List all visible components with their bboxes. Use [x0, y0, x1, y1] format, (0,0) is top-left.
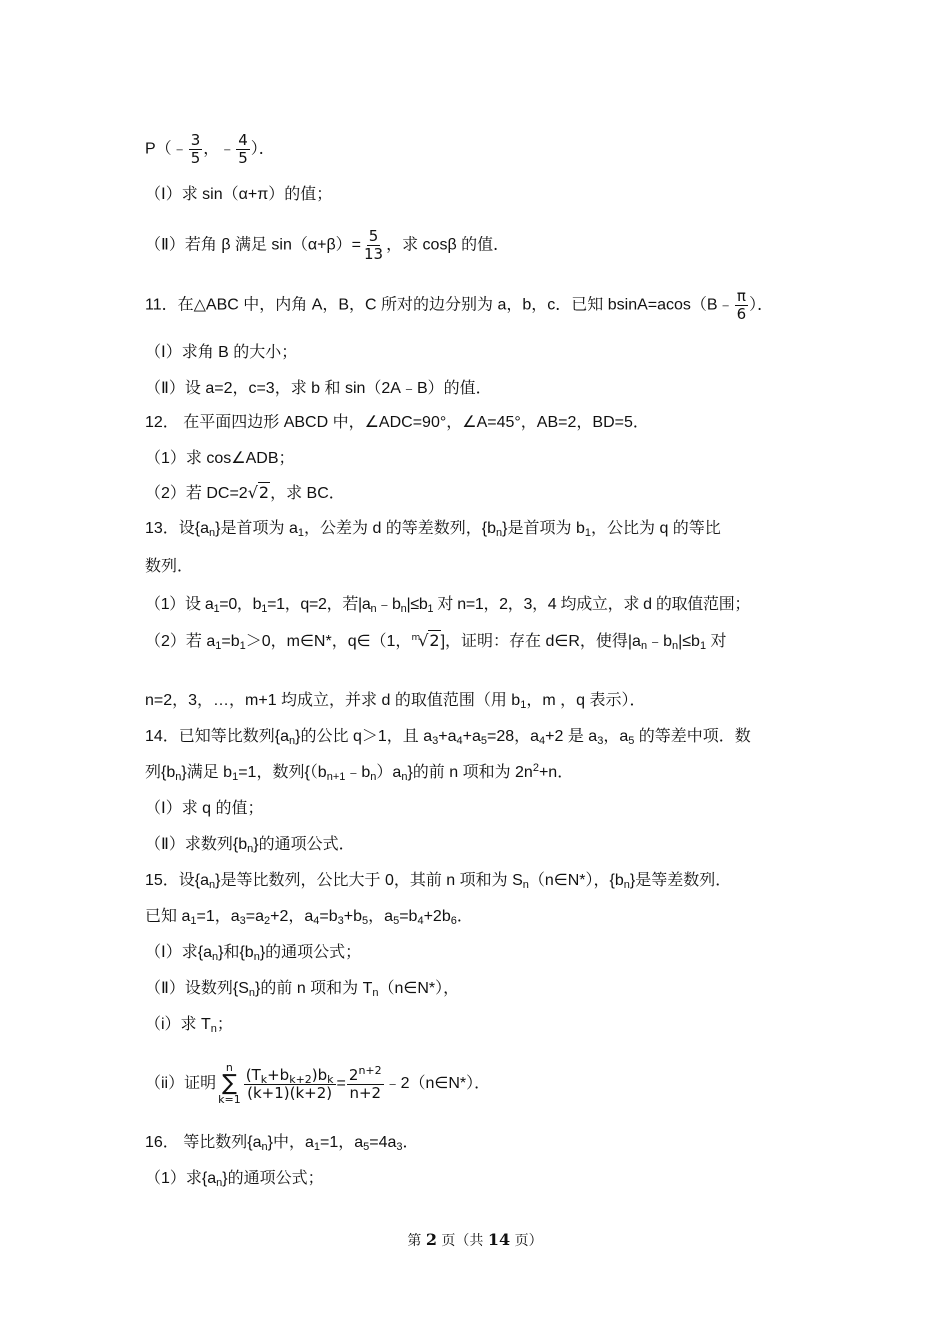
question-line: （2）若 $a_1=b_1>0$，m∈N*，q∈（1，$^m$√2]，证明：存在 d∈R，使得$|a_n﹣b_n|\le b_1$ 对 — [145, 630, 830, 655]
question-line: （1）求 cos∠ADB； — [145, 450, 295, 467]
question-line: 数列． — [145, 558, 194, 575]
question-line: （Ⅱ）设 a=2，c=3，求 b 和 sin（2A﹣B）的值． — [145, 380, 492, 397]
page-total: 14 — [487, 1230, 511, 1249]
question-line: （1）设 $a_1=0$，$b_1=1$，q=2，若$|a_n﹣b_n|\le b_1$ 对 n=1，2，3，4 均成立，求 d 的取值范围； — [145, 596, 751, 615]
fraction: $\frac{4}{5}$ — [238, 131, 248, 167]
question-15: 15．设$\{a_n\}$是等比数列，公比大于 0，其前 n 项和为 $S_n(n\in N*)$，$\{b_n\}$是等差数列． — [145, 872, 732, 891]
page-number: 2 — [425, 1230, 437, 1249]
question-line: （2）若 DC=2√2，求 BC． — [145, 483, 345, 502]
question-line: （Ⅱ）求数列$\{b_n\}$的通项公式． — [145, 836, 355, 855]
question-line: （Ⅰ）求 q 的值； — [145, 800, 264, 817]
question-line: n=2，3，…，m+1 均成立，并求 d 的取值范围（用 $b_1$，m ，q 表示）． — [145, 692, 646, 711]
question-line: （Ⅱ）若角 β 满足 sin（α+β）= $\frac{5}{13}$ ，求 cosβ 的值． — [145, 227, 510, 263]
summation: n ∑ k=1 — [218, 1061, 241, 1106]
question-line: 已知 $a_1=1$，$a_3=a_2+2$，$a_4=b_3+b_5$，$a_5=b_4+2b_6$． — [145, 908, 473, 927]
question-line: （ii）证明 n ∑ k=1 $\frac{(T_k+b_{k+2})b_k}{(k+1)(k+2)}$ = $\frac{2^{n+2}}{n+2}$ ﹣2（n∈N*）． — [145, 1061, 491, 1106]
question-14: 14．已知等比数列$\{a_n\}$的公比 q＞1，且 $a_3+a_4+a_5=28$，$a_4+2$ 是 $a_3$，$a_5$ 的等差中项．数 — [145, 728, 751, 747]
fraction: $\frac{\pi}{6}$ — [736, 287, 747, 323]
page-footer: 第 2 页（共 14 页） — [407, 1230, 543, 1249]
line-point-p: P（﹣ $\frac{3}{5}$ ，﹣ $\frac{4}{5}$ ）． — [145, 131, 275, 167]
question-13: 13．设$\{a_n\}$是首项为 $a_1$，公差为 d 的等差数列，$\{b_n\}$是首项为 $b_1$，公比为 q 的等比 — [145, 520, 721, 539]
question-12: 12． 在平面四边形 ABCD 中，∠ADC=90°，∠A=45°，AB=2，BD=5． — [145, 414, 649, 431]
question-line: （Ⅰ）求 sin（α+π）的值； — [145, 186, 333, 203]
square-root: √2 — [247, 483, 270, 502]
question-11: 11．在△ABC 中，内角 A，B，C 所对的边分别为 a，b，c．已知 bsinA=acos（B﹣ $\frac{\pi}{6}$ ）． — [145, 287, 774, 323]
question-line: （Ⅰ）求$\{a_n\}$和$\{b_n\}$的通项公式； — [145, 944, 362, 963]
fraction: $\frac{2^{n+2}}{n+2}$ — [348, 1063, 382, 1102]
fraction: $\frac{3}{5}$ — [190, 131, 201, 167]
fraction: $\frac{5}{13}$ — [364, 227, 384, 263]
question-line: 列$\{b_n\}$满足 $b_1=1$，数列$\{(b_{n+1}﹣b_n)a_n\}$的前 n 项和为 $2n^2+n$． — [145, 762, 574, 783]
question-16: 16． 等比数列$\{a_n\}$中，$a_1=1$，$a_5=4a_3$． — [145, 1134, 419, 1153]
fraction: $\frac{(T_k+b_{k+2})b_k}{(k+1)(k+2)}$ — [245, 1065, 334, 1102]
question-line: （i）求 $T_n$； — [145, 1016, 233, 1035]
question-line: （1）求$\{a_n\}$的通项公式； — [145, 1170, 324, 1189]
question-line: （Ⅰ）求角 B 的大小； — [145, 344, 298, 361]
nth-root: $^m$√2 — [411, 631, 440, 650]
question-line: （Ⅱ）设数列$\{S_n\}$的前 n 项和为 $T_n(n\in N*)$， — [145, 980, 460, 999]
